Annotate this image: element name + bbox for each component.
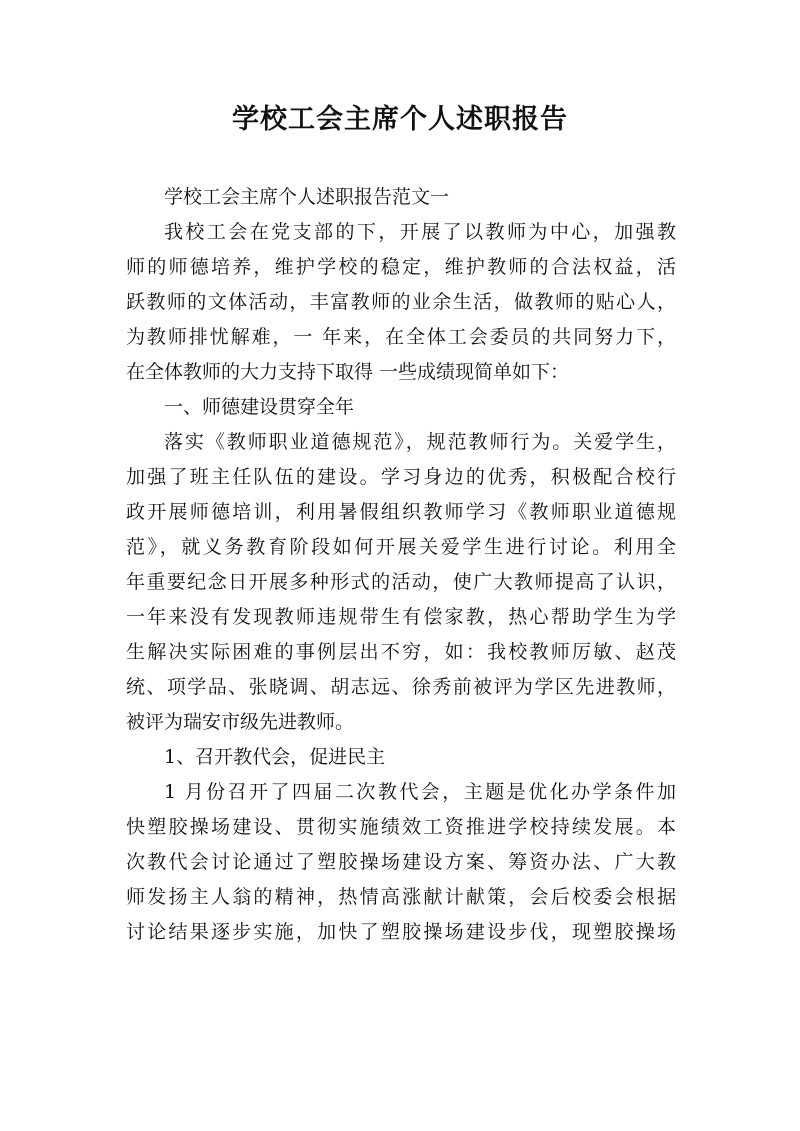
text-line: 师发扬主人翁的精神，热情高涨献计献策，会后校委会根据: [126, 886, 676, 908]
text-line: 年重要纪念日开展多种形式的活动，使广大教师提高了认识，: [126, 571, 676, 593]
text-line: 被评为瑞安市级先进教师。: [126, 711, 355, 733]
document-body: [126, 180, 676, 950]
text-line: 统、项学品、张晓调、胡志远、徐秀前被评为学区先进教师，: [126, 676, 676, 698]
text-line: 落实《教师职业道德规范》，规范教师行为。关爱学生，: [164, 431, 676, 453]
text-line: 政开展师德培训，利用暑假组织教师学习《教师职业道德规: [126, 501, 676, 523]
text-line: 讨论结果逐步实施，加快了塑胶操场建设步伐，现塑胶操场: [126, 921, 676, 943]
text-line: 师的师德培养，维护学校的稳定，维护教师的合法权益，活: [126, 256, 676, 278]
text-line: 范》，就义务教育阶段如何开展关爱学生进行讨论。利用全: [126, 536, 676, 558]
text-line: 学校工会主席个人述职报告范文一: [164, 186, 450, 208]
text-line: 一年来没有发现教师违规带生有偿家教，热心帮助学生为学: [126, 606, 676, 628]
text-line: 次教代会讨论通过了塑胶操场建设方案、筹资办法、广大教: [126, 851, 676, 873]
document-title: 学校工会主席个人述职报告: [232, 104, 568, 135]
text-line: 1、召开教代会，促进民主: [164, 746, 386, 768]
text-line: 我校工会在党支部的下，开展了以教师为中心，加强教: [164, 221, 676, 243]
text-line: 1 月份召开了四届二次教代会，主题是优化办学条件加: [164, 781, 676, 803]
text-line: 一、师德建设贯穿全年: [164, 396, 355, 418]
text-line: 加强了班主任队伍的建设。学习身边的优秀，积极配合校行: [126, 466, 676, 488]
text-line: 生解决实际困难的事例层出不穷，如：我校教师厉敏、赵茂: [126, 641, 676, 663]
text-line: 快塑胶操场建设、贯彻实施绩效工资推进学校持续发展。本: [126, 816, 676, 838]
text-line: 在全体教师的大力支持下取得 一些成绩现简单如下：: [126, 361, 570, 383]
text-line: 为教师排忧解难，一 年来，在全体工会委员的共同努力下，: [126, 326, 676, 348]
text-line: 跃教师的文体活动，丰富教师的业余生活，做教师的贴心人，: [126, 291, 676, 313]
